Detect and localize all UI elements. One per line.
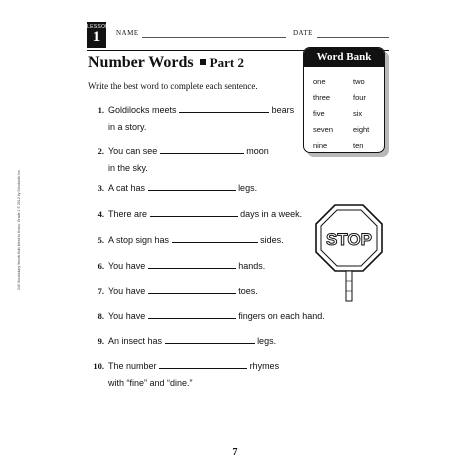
answer-blank[interactable] bbox=[172, 233, 258, 243]
question-number: 10. bbox=[93, 361, 104, 371]
question-text-before: The number bbox=[108, 361, 157, 371]
question-text-after: rhymes bbox=[249, 361, 280, 371]
word-bank-word: three bbox=[313, 92, 331, 102]
question-text-before: An insect has bbox=[108, 336, 163, 346]
word-bank-word: two bbox=[353, 76, 365, 86]
question-7 bbox=[88, 283, 258, 300]
question-text-after: sides. bbox=[260, 235, 284, 245]
answer-blank[interactable] bbox=[148, 181, 236, 191]
question-2 bbox=[88, 143, 269, 177]
side-credit: 240 Vocabulary Words Kids Need to Know: Grade 1 © 2012 by Scholastic Inc. bbox=[17, 169, 21, 290]
question-text-before: Goldilocks meets bbox=[108, 105, 177, 115]
stop-sign-icon bbox=[314, 203, 384, 303]
question-number: 4. bbox=[97, 209, 104, 219]
question-number: 2. bbox=[97, 146, 104, 156]
answer-blank[interactable] bbox=[165, 334, 255, 344]
word-bank-row bbox=[304, 121, 384, 137]
name-label: NAME bbox=[116, 29, 139, 37]
lesson-number: 1 bbox=[92, 29, 101, 45]
question-text-before: You have bbox=[108, 261, 146, 271]
question-number: 8. bbox=[97, 311, 104, 321]
question-text-after: bears bbox=[271, 105, 295, 115]
word-bank-row bbox=[304, 89, 384, 105]
question-text-after: hands. bbox=[238, 261, 266, 271]
word-bank-word: one bbox=[313, 76, 326, 86]
title-part: Part 2 bbox=[209, 55, 244, 70]
question-continuation: in the sky. bbox=[108, 163, 148, 173]
question-text-before: There are bbox=[108, 209, 148, 219]
answer-blank[interactable] bbox=[179, 103, 269, 113]
answer-blank[interactable] bbox=[148, 284, 236, 294]
date-label: DATE bbox=[293, 29, 313, 37]
question-text-before: A stop sign has bbox=[108, 235, 170, 245]
question-text-after: legs. bbox=[257, 336, 277, 346]
instructions: Write the best word to complete each sentence. bbox=[88, 81, 258, 91]
stop-sign-text: STOP bbox=[326, 230, 372, 249]
answer-blank[interactable] bbox=[148, 309, 236, 319]
question-text-after: fingers on each hand. bbox=[238, 311, 325, 321]
question-number: 1. bbox=[97, 105, 104, 115]
answer-blank[interactable] bbox=[159, 359, 247, 369]
word-bank-row bbox=[304, 73, 384, 89]
answer-blank[interactable] bbox=[148, 259, 236, 269]
question-continuation: in a story. bbox=[108, 122, 147, 132]
question-text-before: You have bbox=[108, 286, 146, 296]
word-bank-word: ten bbox=[353, 140, 364, 150]
name-line[interactable] bbox=[142, 37, 286, 38]
word-bank-word: nine bbox=[313, 140, 328, 150]
square-bullet-icon bbox=[200, 59, 206, 65]
page-title bbox=[88, 54, 244, 72]
question-number: 9. bbox=[97, 336, 104, 346]
title-main: Number Words bbox=[88, 54, 194, 71]
question-9 bbox=[88, 333, 276, 350]
date-line[interactable] bbox=[317, 37, 389, 38]
lesson-badge bbox=[87, 22, 110, 48]
question-text-after: days in a week. bbox=[240, 209, 303, 219]
question-6 bbox=[88, 258, 265, 275]
question-3 bbox=[88, 180, 257, 197]
question-text-before: You have bbox=[108, 311, 146, 321]
word-bank-title: Word Bank bbox=[304, 48, 384, 67]
question-text-after: legs. bbox=[238, 183, 258, 193]
answer-blank[interactable] bbox=[160, 144, 244, 154]
word-bank-word: eight bbox=[353, 124, 370, 134]
question-text-before: You can see bbox=[108, 146, 158, 156]
question-4 bbox=[88, 206, 302, 223]
word-bank-row bbox=[304, 105, 384, 121]
word-bank-word: seven bbox=[313, 124, 334, 134]
lesson-word: LESSON bbox=[87, 24, 110, 30]
word-bank-row bbox=[304, 137, 384, 153]
question-text-after: moon bbox=[246, 146, 269, 156]
page-number: 7 bbox=[232, 447, 238, 458]
question-number: 7. bbox=[97, 286, 104, 296]
question-number: 6. bbox=[97, 261, 104, 271]
answer-blank[interactable] bbox=[150, 207, 238, 217]
question-continuation: with “fine” and “dine.” bbox=[108, 378, 193, 388]
word-bank bbox=[303, 47, 385, 153]
question-5 bbox=[88, 232, 284, 249]
question-text-before: A cat has bbox=[108, 183, 146, 193]
word-bank-word: four bbox=[353, 92, 366, 102]
question-10 bbox=[88, 358, 279, 392]
question-8 bbox=[88, 308, 325, 325]
question-number: 5. bbox=[97, 235, 104, 245]
question-number: 3. bbox=[97, 183, 104, 193]
question-1 bbox=[88, 102, 294, 136]
word-bank-word: five bbox=[313, 108, 325, 118]
word-bank-grid bbox=[304, 67, 384, 153]
question-text-after: toes. bbox=[238, 286, 258, 296]
word-bank-word: six bbox=[353, 108, 363, 118]
